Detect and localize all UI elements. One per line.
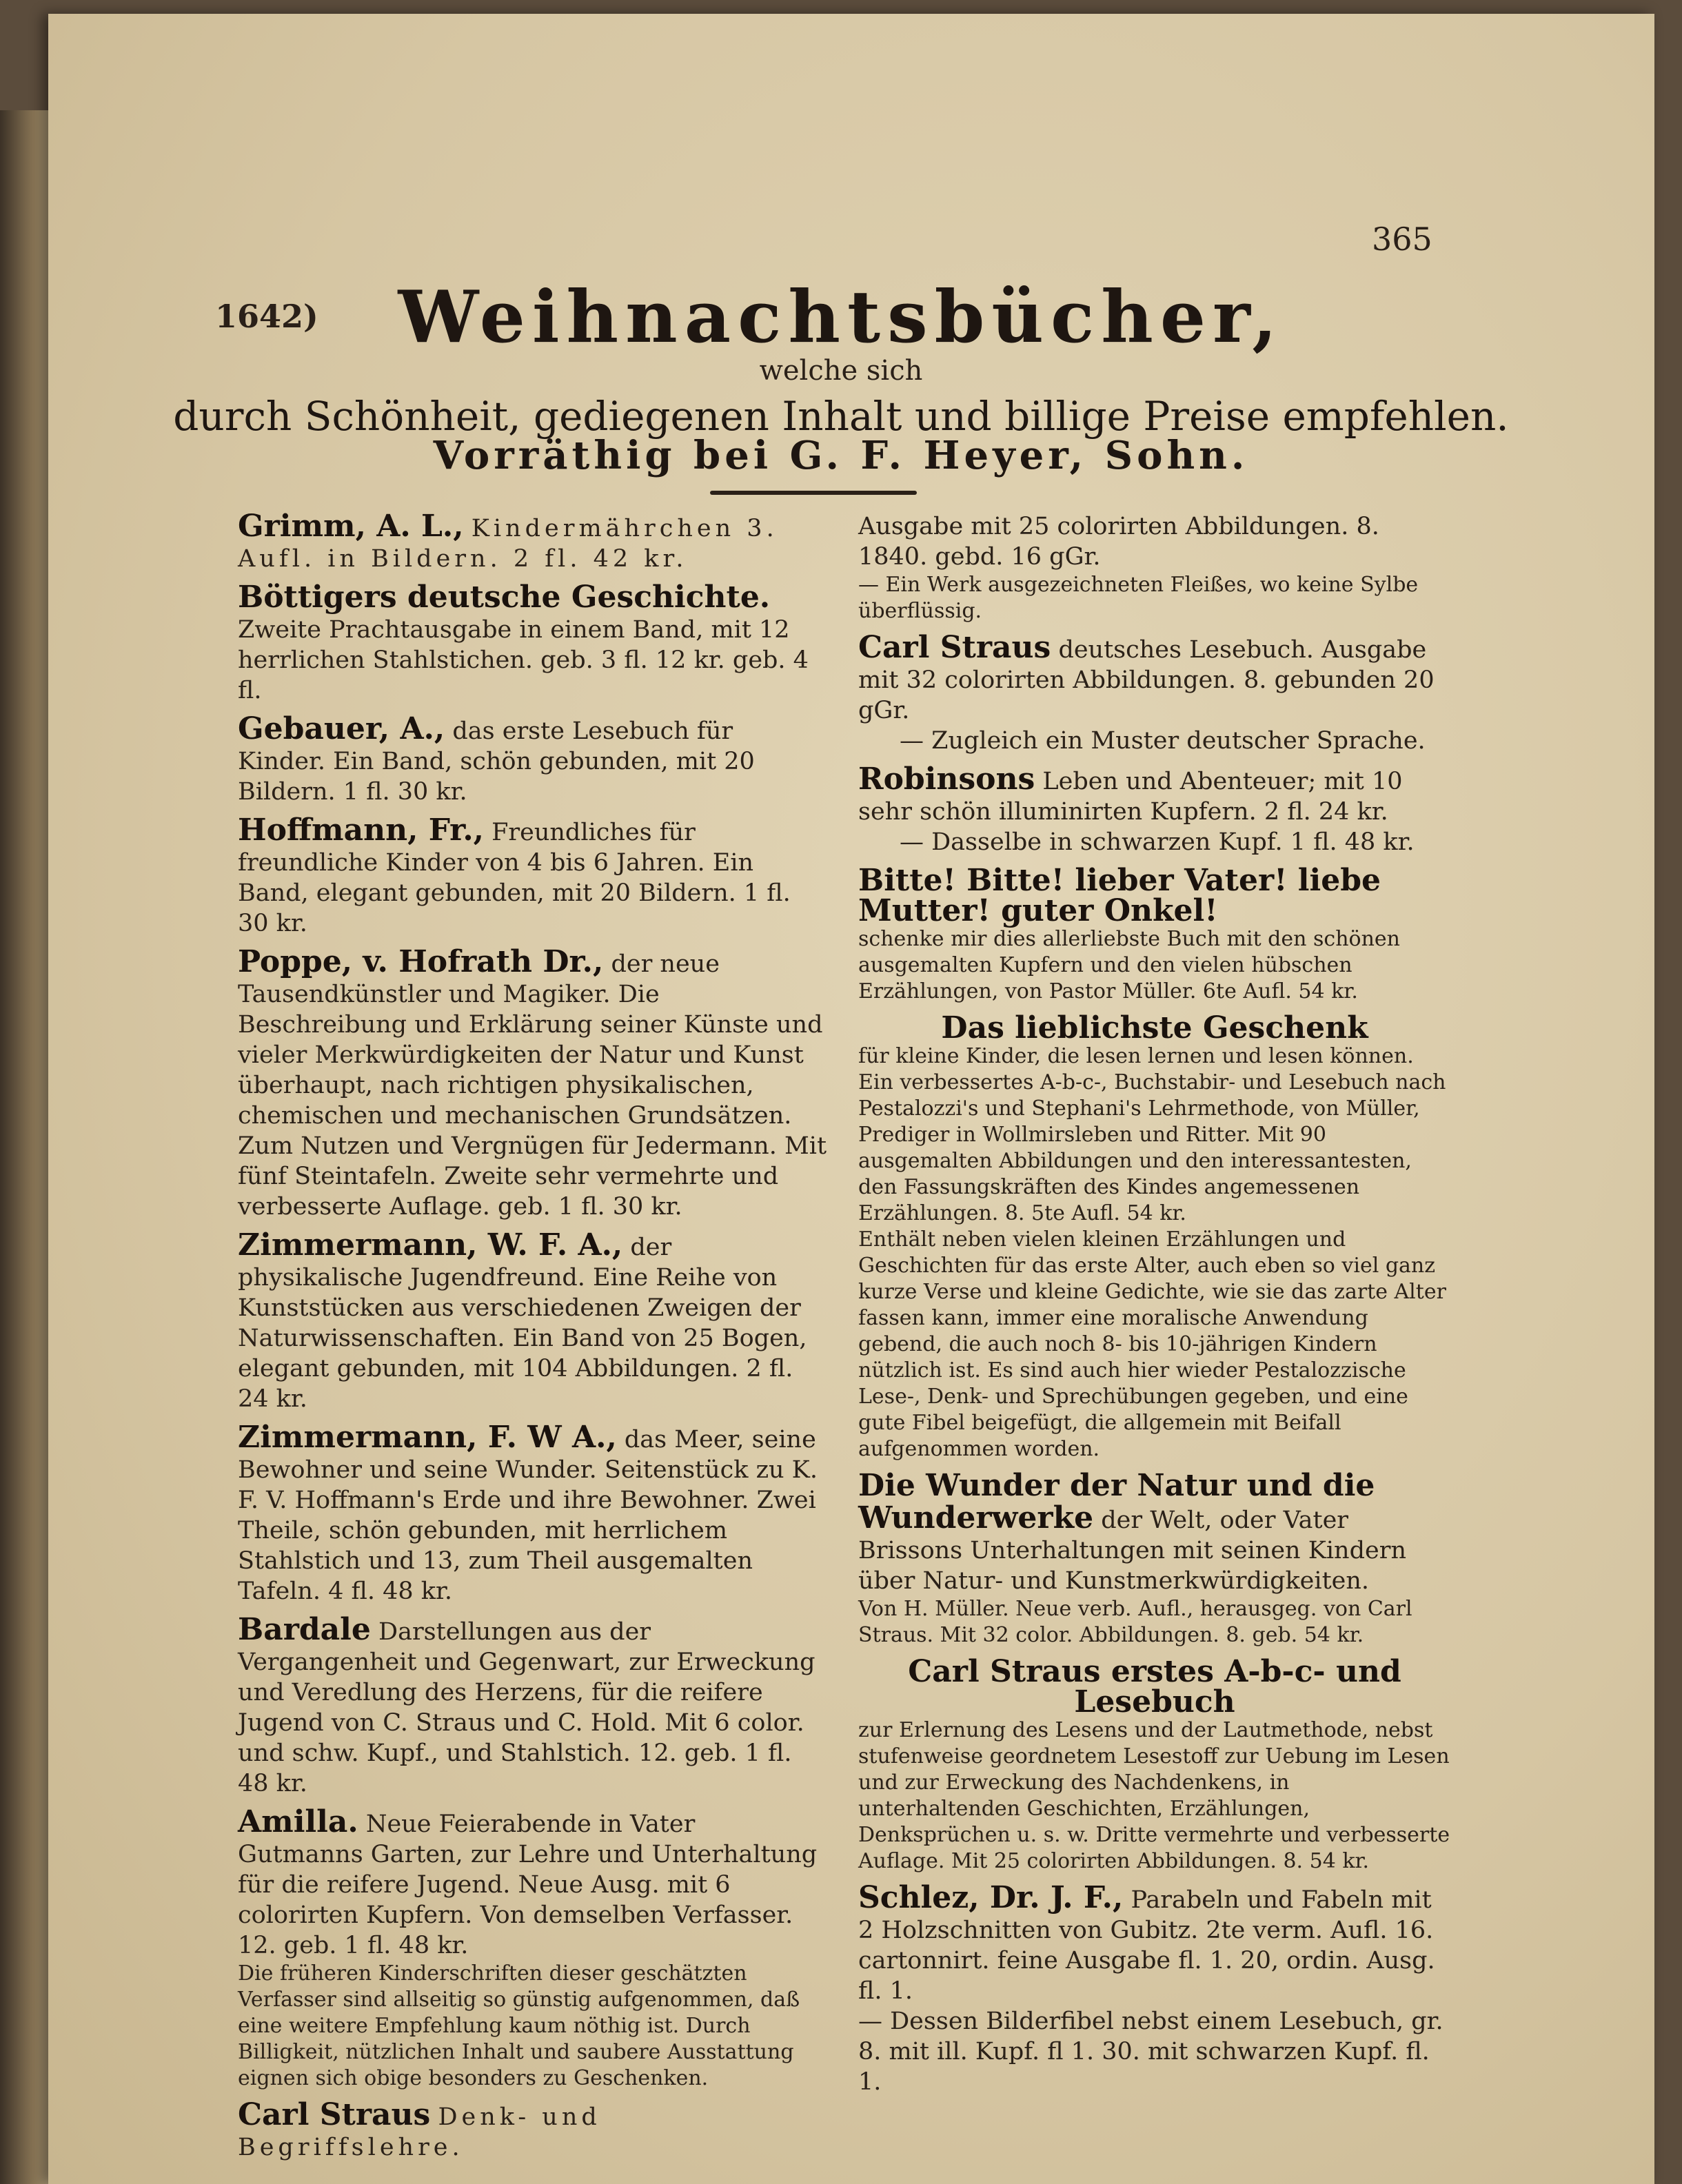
advertisement-number: 1642) [215,298,318,335]
left-column [238,511,827,2171]
entry-text: der neue Tausendkünstler und Magiker. Die Beschreibung und Erklärung seiner Künste und vieler Merkwürdigkeiten der Natur und Kunst überhaupt, nach richtigen physikalischen, chemischen und mechanischen Grundsätzen. Zum Nutzen und Vergnügen für Jedermann. Mit fünf Steintafeln. Zweite sehr vermehrte und verbesserte Auflage. geb. 1 fl. 30 kr. [238,950,827,1221]
entry-text: Neue Feierabende in Vater Gutmanns Garten, zur Lehre und Unterhaltung für die reifere Jugend. Neue Ausg. mit 6 colorirten Kupfern. Von demselben Verfasser. 12. geb. 1 fl. 48 kr. [238,1810,818,1959]
entry-text: deutsches Lesebuch. Ausgabe mit 32 colorirten Abbildungen. 8. gebunden 20 gGr. [858,636,1435,724]
entry-straus-lesebuch [858,630,1451,756]
entry-boettiger [238,582,827,706]
entry-amilla [238,1804,827,2092]
title-subline: welche sich [759,355,923,387]
entry-poppe [238,944,827,1222]
entry-straus-denklehre-continued [858,511,1451,624]
entry-text: Ausgabe mit 25 colorirten Abbildungen. 8. 1840. gebd. 16 gGr. [858,513,1379,571]
entry-heading: Hoffmann, Fr., [238,813,484,848]
entry-heading: Schlez, Dr. J. F., [858,1880,1124,1915]
page-title: Weihnachtsbücher, [398,274,1284,359]
entry-heading: Böttigers deutsche Geschichte. [238,580,771,615]
entry-text: Leben und Abenteuer; mit 10 sehr schön illuminirten Kupfern. 2 fl. 24 kr. [858,768,1403,826]
entry-heading: Zimmermann, W. F. A., [238,1227,623,1263]
entry-gebauer [238,711,827,807]
entry-zimmermann-meer [238,1422,827,1606]
entry-heading: Robinsons [858,762,1035,797]
entry-text: der physikalische Jugendfreund. Eine Reihe von Kunststücken aus verschiedenen Zweigen der Naturwissenschaften. Ein Band von 25 Bogen, elegant gebunden, mit 104 Abbildungen. 2 fl. 24 kr. [238,1234,807,1413]
entry-zimmermann-jugendfreund [238,1227,827,1414]
entry-heading: Poppe, v. Hofrath Dr., [238,944,604,979]
entry-heading: Gebauer, A., [238,711,445,746]
entry-heading: Carl Straus [238,2097,431,2132]
entry-note: — Dessen Bilderfibel nebst einem Lesebuch, gr. 8. mit ill. Kupf. fl 1. 30. mit schwarzen Kupf. fl. 1. [858,2008,1443,2096]
entry-heading: Das lieblichste Geschenk [941,1010,1368,1045]
entry-heading: Amilla. [238,1804,358,1839]
ornamental-rule [710,491,917,495]
entry-straus-denklehre [238,2097,827,2163]
entry-text: der Welt, oder Vater Brissons Unterhaltungen mit seinen Kindern über Natur- und Kunstmerkwürdigkeiten. [858,1507,1406,1595]
entry-schlez [858,1880,1451,2097]
entry-hoffmann [238,815,827,939]
right-column [858,511,1451,2105]
slogan: durch Schönheit, gediegenen Inhalt und billige Preise empfehlen. [173,393,1509,440]
page-number: 365 [1372,221,1432,258]
entry-robinson [858,764,1451,857]
entry-grimm [238,511,827,574]
entry-note: — Dasselbe in schwarzen Kupf. 1 fl. 48 kr. [900,828,1415,856]
entry-bitte [858,863,1451,1005]
entry-heading: Carl Straus [858,630,1051,665]
entry-text: Denk- und Begriffslehre. [238,2103,601,2161]
entry-straus-abc [858,1654,1451,1875]
entry-text: Darstellungen aus der Vergangenheit und Gegenwart, zur Erweckung und Veredlung des Herzens, für die reifere Jugend von C. Straus und C. Hold. Mit 6 color. und schw. Kupf., und Stahlstich. 12. geb. 1 fl. 48 kr. [238,1618,815,1797]
entry-heading: Zimmermann, F. W A., [238,1420,617,1455]
entry-text: zur Erlernung des Lesens und der Lautmethode, nebst stufenweise geordnetem Lesestoff zur Uebung im Lesen und zur Erweckung des Nachdenkens, in unterhaltenden Geschichten, Erzählungen, Denksprüchen u. s. w. Dritte vermehrte und verbesserte Auflage. Mit 25 colorirten Abbildungen. 8. 54 kr. [858,1718,1450,1873]
entry-text: schenke mir dies allerliebste Buch mit den schönen ausgemalten Kupfern und den vielen hübschen Erzählungen, von Pastor Müller. 6te Aufl. 54 kr. [858,927,1400,1003]
entry-heading: Bardale [238,1612,371,1647]
entry-bardale [238,1612,827,1799]
entry-text: für kleine Kinder, die lesen lernen und lesen können. Ein verbessertes A-b-c-, Buchstabir- und Lesebuch nach Pestalozzi's und Stephani's Lehrmethode, von Müller, Prediger in Wollmirsleben und Ritter. Mit 90 ausgemalten Abbildungen und den interessantesten, den Fassungskräften des Kindes angemessenen Erzählungen. 8. 5te Aufl. 54 kr. [858,1044,1446,1225]
entry-note: Von H. Müller. Neue verb. Aufl., herausgeg. von Carl Straus. Mit 32 color. Abbildungen. 8. geb. 54 kr. [858,1597,1412,1647]
entry-text: Parabeln und Fabeln mit 2 Holzschnitten von Gubitz. 2te verm. Aufl. 16. cartonnirt. feine Ausgabe fl. 1. 20, ordin. Ausg. fl. 1. [858,1886,1435,2005]
entry-text: Freundliches für freundliche Kinder von 4 bis 6 Jahren. Ein Band, elegant gebunden, mit 20 Bildern. 1 fl. 30 kr. [238,819,791,937]
entry-note: — Ein Werk ausgezeichneten Fleißes, wo keine Sylbe überflüssig. [858,573,1419,623]
entry-text: das erste Lesebuch für Kinder. Ein Band, schön gebunden, mit 20 Bildern. 1 fl. 30 kr. [238,717,755,806]
entry-text: Zweite Prachtausgabe in einem Band, mit 12 herrlichen Stahlstichen. geb. 3 fl. 12 kr. geb. 4 fl. [238,616,809,704]
entry-text: Kindermährchen 3. Aufl. in Bildern. 2 fl. 42 kr. [238,515,778,573]
entry-note: — Zugleich ein Muster deutscher Sprache. [900,727,1426,755]
entry-note: Enthält neben vielen kleinen Erzählungen und Geschichten für das erste Alter, auch eben so viel ganz kurze Verse und kleine Gedichte, wie sie das zarte Alter fassen kann, immer eine moralische Anwendung gebend, die auch noch 8- bis 10-jährigen Kindern nützlich ist. Es sind auch hier wieder Pestalozzische Lese-, Denk- und Sprechübungen gegeben, und eine gute Fibel beigefügt, die allgemein mit Beifall aufgenommen worden. [858,1227,1446,1461]
entry-heading: Bitte! Bitte! lieber Vater! liebe Mutter! guter Onkel! [858,863,1381,928]
entry-wunder-der-natur [858,1468,1451,1649]
entry-text: das Meer, seine Bewohner und seine Wunder. Seitenstück zu K. F. V. Hoffmann's Erde und ihre Bewohner. Zwei Theile, schön gebunden, mit herrlichem Stahlstich und 13, zum Theil ausgemalten Tafeln. 4 fl. 48 kr. [238,1426,818,1605]
entry-heading: Grimm, A. L., [238,509,464,544]
entry-heading: Die Wunder der Natur und die Wunderwerke [858,1468,1375,1535]
entry-note: Die früheren Kinderschriften dieser geschätzten Verfasser sind allseitig so günstig aufgenommen, daß eine weitere Empfehlung kaum nöthig ist. Durch Billigkeit, nützlichen Inhalt und saubere Ausstattung eignen sich obige besonders zu Geschenken. [238,1961,800,2090]
entry-lieblichste-geschenk [858,1010,1451,1462]
vendor-line: Vorräthig bei G. F. Heyer, Sohn. [433,433,1249,478]
entry-heading: Carl Straus erstes A-b-c- und Lesebuch [908,1654,1401,1719]
